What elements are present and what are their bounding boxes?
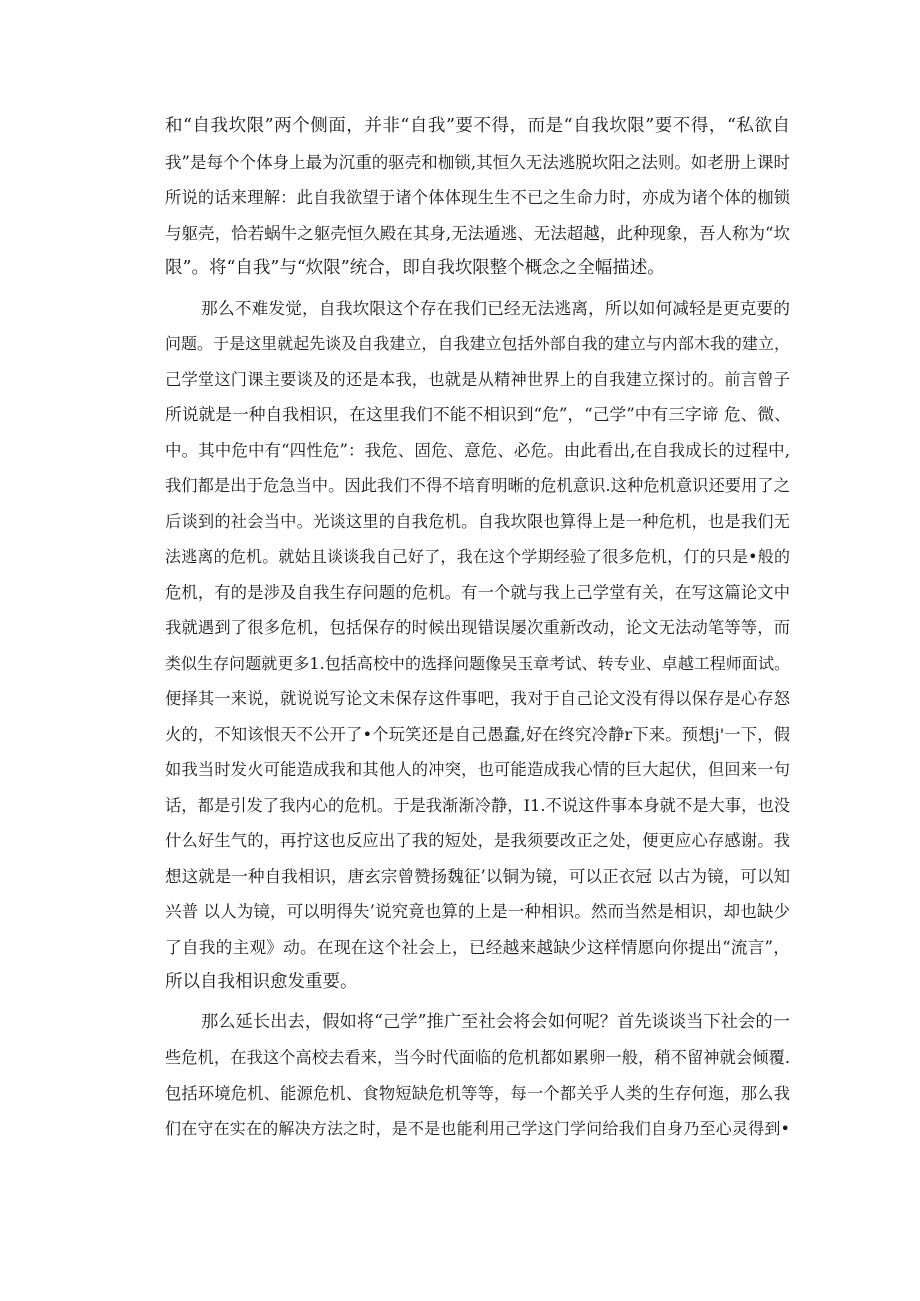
text-line: 那么延长出去，假如将“己学”推广至社会将会如何呢？首先谈谈当下社会的一 <box>201 1011 790 1032</box>
text-line: 我们都是出于危急当中。因此我们不得不培育明晰的危机意识.这种危机意识还要用了之 <box>165 476 790 495</box>
text-line: 类似生存问题就更多1.包括高校中的选择问题像吴玉章考试、转专业、卓越工程师面试。 <box>165 653 790 673</box>
text-line: 法逃离的危机。就姑且谈谈我自己好了，我在这个学期经验了很多危机，仃的只是•般的 <box>165 547 790 566</box>
text-line: 便择其一来说，就说说写论文未保存这件事吧，我对于自己论文没有得以保存是心存怒 <box>165 689 790 708</box>
text-line: 我”是每个个体身上最为沉重的驱壳和枷锁,其恒久无法逃脱坎阳之法则。如老册上课时 <box>165 152 790 172</box>
paragraph-2 <box>165 291 790 1001</box>
text-line: 危机，有的是涉及自我生存问题的危机。有一个就与我上己学堂有关，在写这篇论文中 <box>165 582 790 602</box>
text-line: 那么不难发觉，自我坎限这个存在我们已经无法逃离，所以如何减轻是更克要的 <box>201 297 790 318</box>
text-line: 问题。于是这里就起先谈及自我建立，自我建立包括外部自我的建立与内部木我的建立， <box>165 334 790 353</box>
paragraph-3 <box>165 1005 790 1147</box>
text-line: 包括环境危机、能源危机、食物短缺危机等等，每一个都关乎人类的生存何迤，那么我 <box>165 1083 790 1103</box>
text-line: 我就遇到了很多危机，包括保存的时候出现错误屡次重新改动，论文无法动笔等等，而 <box>165 618 790 637</box>
text-line: 限”。将“自我”与“炊限”统合，即自我坎限整个概念之全幅描述。 <box>165 258 665 278</box>
text-line: 些危机，在我这个高校去看来，当今时代面临的危机都如累卵一般，稍不留神就会倾覆. <box>165 1048 790 1067</box>
text-line: 们在守在实在的解决方法之时，是不是也能利用己学这门学问给我们自身乃至心灵得到• <box>165 1119 790 1138</box>
text-line: 所说就是一种自我相识，在这里我们不能不相识到“危”，“己学”中有三字谛 危、微、 <box>165 404 791 424</box>
text-line: 火的，不知该恨天不公开了•个玩笑还是自己愚蠢,好在终究冷静r下来。预想j'一下，假 <box>165 724 790 744</box>
text-line: 和“自我坎限”两个侧面，并非“自我”要不得，而是“自我坎限”要不得，“私欲自 <box>165 116 790 136</box>
text-line: 想这就是一种自我相识，唐玄宗曾赞扬魏征’以铜为镜，可以正衣冠 以古为镜，可以知 <box>165 866 790 886</box>
text-line: 话，都是引发了我内心的危机。于是我渐渐冷静，I1.不说这件事本身就不是大事，也没 <box>165 795 790 815</box>
text-line: 与躯壳，恰若蜗牛之躯壳恒久殿在其身,无法遁逃、无法超越，此种现象，吾人称为“坎 <box>165 223 790 243</box>
text-line: 己学堂这门课主要谈及的还是本我，也就是从精神世界上的自我建立探讨的。前言曾子 <box>165 369 790 389</box>
paragraph-1 <box>165 109 790 287</box>
text-line: 后谈到的社会当中。光谈这里的自我危机。自我坎限也算得上是一种危机，也是我们无 <box>165 511 790 531</box>
text-line: 了自我的主观》动。在现在这个社会上，已经越来越缺少这样情愿向你提出“流言”， <box>165 936 790 957</box>
text-line: 所以自我相识愈发重要。 <box>165 972 358 992</box>
text-line: 如我当时发火可能造成我和其他人的冲突，也可能造成我心情的巨大起伏，但回来一句 <box>165 760 790 779</box>
document-body <box>165 109 790 1147</box>
text-line: 兴普 以人为镜，可以明得失’说究竟也算的上是一种相识。然而当然是相识，却也缺少 <box>165 902 790 921</box>
text-line: 什么好生气的，再拧这也反应出了我的短处，是我须要改正之处，便更应心存感谢。我 <box>165 831 790 850</box>
text-line: 中。其中危中有“四性危”：我危、固危、意危、必危。由此看出,在自我成长的过程中, <box>165 440 790 460</box>
text-line: 所说的话来理解：此自我欲望于诸个体体现生生不已之生命力时，亦成为诸个体的枷锁 <box>165 188 790 207</box>
